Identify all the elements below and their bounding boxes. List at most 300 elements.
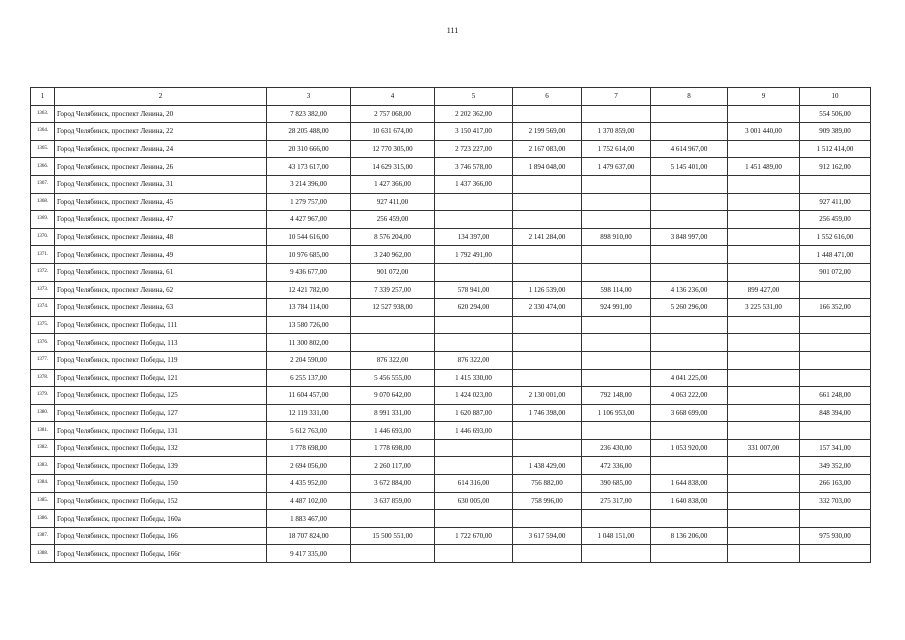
- amount-cell: [728, 193, 800, 211]
- amount-cell: 3 240 962,00: [351, 246, 435, 264]
- amount-cell: 2 694 056,00: [267, 457, 351, 475]
- amount-cell: 8 991 331,00: [351, 404, 435, 422]
- amount-cell: [582, 246, 651, 264]
- amount-cell: 157 341,00: [800, 439, 871, 457]
- amount-cell: 4 136 236,00: [651, 281, 728, 299]
- address-cell: Город Челябинск, проспект Победы, 113: [55, 334, 267, 352]
- amount-cell: [651, 510, 728, 528]
- column-header: 1: [31, 88, 55, 106]
- amount-cell: 1 644 838,00: [651, 475, 728, 493]
- amount-cell: [651, 351, 728, 369]
- amount-cell: 1 126 539,00: [513, 281, 582, 299]
- table-row: [31, 510, 871, 528]
- row-number-cell: 1375.: [31, 316, 55, 334]
- amount-cell: [728, 351, 800, 369]
- amount-cell: [513, 263, 582, 281]
- row-number-cell: 1373.: [31, 281, 55, 299]
- column-header: 2: [55, 88, 267, 106]
- address-cell: Город Челябинск, проспект Ленина, 45: [55, 193, 267, 211]
- amount-cell: 349 352,00: [800, 457, 871, 475]
- amount-cell: [800, 510, 871, 528]
- table-row: [31, 545, 871, 563]
- amount-cell: [351, 334, 435, 352]
- amount-cell: [435, 263, 513, 281]
- amount-cell: 3 225 531,00: [728, 299, 800, 317]
- table-row: [31, 475, 871, 493]
- address-cell: Город Челябинск, проспект Ленина, 62: [55, 281, 267, 299]
- amount-cell: 975 930,00: [800, 527, 871, 545]
- address-cell: Город Челябинск, проспект Победы, 127: [55, 404, 267, 422]
- amount-cell: 1 415 330,00: [435, 369, 513, 387]
- amount-cell: 18 707 824,00: [267, 527, 351, 545]
- table-row: [31, 281, 871, 299]
- address-cell: Город Челябинск, проспект Победы, 152: [55, 492, 267, 510]
- amount-cell: 2 167 083,00: [513, 140, 582, 158]
- amount-cell: 1 053 920,00: [651, 439, 728, 457]
- table-row: [31, 457, 871, 475]
- amount-cell: 898 910,00: [582, 228, 651, 246]
- amount-cell: [728, 492, 800, 510]
- amount-cell: 1 620 887,00: [435, 404, 513, 422]
- amount-cell: 3 214 396,00: [267, 175, 351, 193]
- row-number-cell: 1382.: [31, 439, 55, 457]
- amount-cell: 927 411,00: [351, 193, 435, 211]
- row-number-cell: 1376.: [31, 334, 55, 352]
- table-row: [31, 211, 871, 229]
- amount-cell: [582, 351, 651, 369]
- address-cell: Город Челябинск, проспект Победы, 131: [55, 422, 267, 440]
- amount-cell: 2 723 227,00: [435, 140, 513, 158]
- amount-cell: [513, 316, 582, 334]
- column-header: 6: [513, 88, 582, 106]
- amount-cell: [728, 263, 800, 281]
- table-row: [31, 439, 871, 457]
- amount-cell: 1 446 693,00: [435, 422, 513, 440]
- address-cell: Город Челябинск, проспект Победы, 111: [55, 316, 267, 334]
- table-body: [31, 105, 871, 562]
- amount-cell: 3 668 699,00: [651, 404, 728, 422]
- address-cell: Город Челябинск, проспект Ленина, 47: [55, 211, 267, 229]
- amount-cell: [651, 211, 728, 229]
- amount-cell: [582, 175, 651, 193]
- amount-cell: [728, 457, 800, 475]
- row-number-cell: 1366.: [31, 158, 55, 176]
- amount-cell: [582, 369, 651, 387]
- amount-cell: [728, 334, 800, 352]
- amount-cell: 1 370 859,00: [582, 123, 651, 141]
- amount-cell: 2 202 362,00: [435, 105, 513, 123]
- address-cell: Город Челябинск, проспект Победы, 166г: [55, 545, 267, 563]
- amount-cell: 912 162,00: [800, 158, 871, 176]
- amount-cell: 28 205 488,00: [267, 123, 351, 141]
- row-number-cell: 1371.: [31, 246, 55, 264]
- address-cell: Город Челябинск, проспект Ленина, 49: [55, 246, 267, 264]
- amount-cell: 9 070 642,00: [351, 387, 435, 405]
- amount-cell: 554 506,00: [800, 105, 871, 123]
- row-number-cell: 1388.: [31, 545, 55, 563]
- amount-cell: [800, 281, 871, 299]
- column-header: 9: [728, 88, 800, 106]
- amount-cell: 1 437 366,00: [435, 175, 513, 193]
- amount-cell: 256 459,00: [800, 211, 871, 229]
- table-row: [31, 175, 871, 193]
- amount-cell: 236 430,00: [582, 439, 651, 457]
- amount-cell: 3 001 440,00: [728, 123, 800, 141]
- amount-cell: [513, 351, 582, 369]
- address-cell: Город Челябинск, проспект Ленина, 26: [55, 158, 267, 176]
- amount-cell: [651, 105, 728, 123]
- amount-cell: [651, 193, 728, 211]
- table-row: [31, 123, 871, 141]
- amount-cell: [651, 545, 728, 563]
- amount-cell: [800, 175, 871, 193]
- amount-cell: 848 394,00: [800, 404, 871, 422]
- amount-cell: [435, 193, 513, 211]
- address-cell: Город Челябинск, проспект Ленина, 22: [55, 123, 267, 141]
- row-number-cell: 1379.: [31, 387, 55, 405]
- amount-cell: 614 316,00: [435, 475, 513, 493]
- amount-cell: [728, 316, 800, 334]
- address-cell: Город Челябинск, проспект Победы, 160а: [55, 510, 267, 528]
- amount-cell: 4 041 225,00: [651, 369, 728, 387]
- amount-cell: 1 048 151,00: [582, 527, 651, 545]
- amount-cell: 901 072,00: [351, 263, 435, 281]
- amount-cell: 1 448 471,00: [800, 246, 871, 264]
- amount-cell: [513, 422, 582, 440]
- table-row: [31, 105, 871, 123]
- amount-cell: [351, 545, 435, 563]
- amount-cell: [582, 211, 651, 229]
- amount-cell: 3 746 578,00: [435, 158, 513, 176]
- amount-cell: 2 260 117,00: [351, 457, 435, 475]
- amount-cell: 1 640 838,00: [651, 492, 728, 510]
- amount-cell: 4 063 222,00: [651, 387, 728, 405]
- row-number-cell: 1374.: [31, 299, 55, 317]
- amount-cell: [728, 246, 800, 264]
- amount-cell: 1 279 757,00: [267, 193, 351, 211]
- amount-cell: 578 941,00: [435, 281, 513, 299]
- amount-cell: 2 130 001,00: [513, 387, 582, 405]
- table-row: [31, 404, 871, 422]
- amount-cell: 275 317,00: [582, 492, 651, 510]
- amount-cell: 5 260 296,00: [651, 299, 728, 317]
- amount-cell: 12 527 938,00: [351, 299, 435, 317]
- amount-cell: [435, 545, 513, 563]
- amount-cell: 1 438 429,00: [513, 457, 582, 475]
- amount-cell: 1 424 023,00: [435, 387, 513, 405]
- amount-cell: [513, 369, 582, 387]
- row-number-cell: 1367.: [31, 175, 55, 193]
- amount-cell: 1 446 693,00: [351, 422, 435, 440]
- amount-cell: 1 778 698,00: [351, 439, 435, 457]
- amount-cell: 5 612 763,00: [267, 422, 351, 440]
- amount-cell: [651, 263, 728, 281]
- amount-cell: 9 417 335,00: [267, 545, 351, 563]
- address-cell: Город Челябинск, проспект Победы, 125: [55, 387, 267, 405]
- amount-cell: 13 580 726,00: [267, 316, 351, 334]
- amount-cell: 661 248,00: [800, 387, 871, 405]
- amount-cell: 8 576 204,00: [351, 228, 435, 246]
- amount-cell: 927 411,00: [800, 193, 871, 211]
- amount-cell: 758 996,00: [513, 492, 582, 510]
- amount-cell: 630 005,00: [435, 492, 513, 510]
- table-row: [31, 422, 871, 440]
- amount-cell: [513, 510, 582, 528]
- amount-cell: 7 823 382,00: [267, 105, 351, 123]
- amount-cell: [582, 422, 651, 440]
- amount-cell: 1 427 366,00: [351, 175, 435, 193]
- amount-cell: 331 007,00: [728, 439, 800, 457]
- table-row: [31, 527, 871, 545]
- amount-cell: [582, 263, 651, 281]
- amount-cell: 2 330 474,00: [513, 299, 582, 317]
- address-cell: Город Челябинск, проспект Победы, 139: [55, 457, 267, 475]
- amount-cell: 3 617 594,00: [513, 527, 582, 545]
- amount-cell: [582, 510, 651, 528]
- amount-cell: [728, 387, 800, 405]
- column-header: 8: [651, 88, 728, 106]
- amount-cell: [651, 334, 728, 352]
- amount-cell: [800, 422, 871, 440]
- amount-cell: 1 746 398,00: [513, 404, 582, 422]
- amount-cell: [582, 545, 651, 563]
- table-row: [31, 228, 871, 246]
- amount-cell: 12 119 331,00: [267, 404, 351, 422]
- amount-cell: 12 770 305,00: [351, 140, 435, 158]
- row-number-cell: 1378.: [31, 369, 55, 387]
- table-row: [31, 263, 871, 281]
- amount-cell: 1 752 614,00: [582, 140, 651, 158]
- amount-cell: [728, 369, 800, 387]
- amount-cell: 11 604 457,00: [267, 387, 351, 405]
- row-number-cell: 1384.: [31, 475, 55, 493]
- amount-cell: [513, 193, 582, 211]
- amount-cell: 8 136 206,00: [651, 527, 728, 545]
- amount-cell: [651, 123, 728, 141]
- address-cell: Город Челябинск, проспект Ленина, 61: [55, 263, 267, 281]
- amount-cell: 4 435 952,00: [267, 475, 351, 493]
- amount-cell: 1 479 637,00: [582, 158, 651, 176]
- row-number-cell: 1363.: [31, 105, 55, 123]
- amount-cell: 1 792 491,00: [435, 246, 513, 264]
- amount-cell: 332 703,00: [800, 492, 871, 510]
- amount-cell: 1 722 670,00: [435, 527, 513, 545]
- amount-cell: 1 883 467,00: [267, 510, 351, 528]
- amount-cell: 5 456 555,00: [351, 369, 435, 387]
- table-row: [31, 351, 871, 369]
- amount-cell: [513, 439, 582, 457]
- amount-cell: [513, 545, 582, 563]
- amount-cell: 3 637 859,00: [351, 492, 435, 510]
- address-cell: Город Челябинск, проспект Ленина, 24: [55, 140, 267, 158]
- amount-cell: 1 552 616,00: [800, 228, 871, 246]
- amount-cell: [435, 211, 513, 229]
- row-number-cell: 1369.: [31, 211, 55, 229]
- amount-cell: 2 199 569,00: [513, 123, 582, 141]
- row-number-cell: 1386.: [31, 510, 55, 528]
- address-cell: Город Челябинск, проспект Победы, 121: [55, 369, 267, 387]
- table-row: [31, 193, 871, 211]
- amount-cell: 3 672 884,00: [351, 475, 435, 493]
- amount-cell: 901 072,00: [800, 263, 871, 281]
- amount-cell: 10 544 616,00: [267, 228, 351, 246]
- row-number-cell: 1387.: [31, 527, 55, 545]
- amount-cell: 20 310 666,00: [267, 140, 351, 158]
- amount-cell: [728, 404, 800, 422]
- amount-cell: [651, 316, 728, 334]
- amount-cell: [728, 105, 800, 123]
- amount-cell: 134 397,00: [435, 228, 513, 246]
- amount-cell: [800, 545, 871, 563]
- row-number-cell: 1372.: [31, 263, 55, 281]
- row-number-cell: 1380.: [31, 404, 55, 422]
- amount-cell: 166 352,00: [800, 299, 871, 317]
- amount-cell: 11 300 802,00: [267, 334, 351, 352]
- amount-cell: 2 141 284,00: [513, 228, 582, 246]
- amount-cell: [351, 510, 435, 528]
- amount-cell: 598 114,00: [582, 281, 651, 299]
- amount-cell: 4 614 967,00: [651, 140, 728, 158]
- address-cell: Город Челябинск, проспект Ленина, 48: [55, 228, 267, 246]
- amount-cell: 1 894 048,00: [513, 158, 582, 176]
- amount-cell: [351, 316, 435, 334]
- amount-cell: [582, 316, 651, 334]
- row-number-cell: 1365.: [31, 140, 55, 158]
- amount-cell: [800, 316, 871, 334]
- amount-cell: 9 436 677,00: [267, 263, 351, 281]
- amount-cell: [800, 334, 871, 352]
- amount-cell: 4 487 102,00: [267, 492, 351, 510]
- amount-cell: [800, 351, 871, 369]
- amount-cell: 620 294,00: [435, 299, 513, 317]
- amount-cell: [728, 545, 800, 563]
- table-row: [31, 369, 871, 387]
- amount-cell: [513, 105, 582, 123]
- amount-cell: 12 421 782,00: [267, 281, 351, 299]
- address-cell: Город Челябинск, проспект Победы, 150: [55, 475, 267, 493]
- amount-cell: [513, 334, 582, 352]
- amount-cell: 924 991,00: [582, 299, 651, 317]
- row-number-cell: 1385.: [31, 492, 55, 510]
- amount-cell: 876 322,00: [351, 351, 435, 369]
- amount-cell: 876 322,00: [435, 351, 513, 369]
- table-row: [31, 140, 871, 158]
- table-row: [31, 316, 871, 334]
- amount-cell: [651, 457, 728, 475]
- table-row: [31, 492, 871, 510]
- row-number-cell: 1377.: [31, 351, 55, 369]
- amount-cell: 10 631 674,00: [351, 123, 435, 141]
- column-header: 3: [267, 88, 351, 106]
- table-row: [31, 246, 871, 264]
- row-number-cell: 1381.: [31, 422, 55, 440]
- row-number-cell: 1368.: [31, 193, 55, 211]
- amount-cell: 15 500 551,00: [351, 527, 435, 545]
- address-cell: Город Челябинск, проспект Ленина, 31: [55, 175, 267, 193]
- address-cell: Город Челябинск, проспект Победы, 132: [55, 439, 267, 457]
- amount-cell: 4 427 967,00: [267, 211, 351, 229]
- amount-cell: 5 145 401,00: [651, 158, 728, 176]
- amount-cell: [728, 211, 800, 229]
- amount-cell: 756 882,00: [513, 475, 582, 493]
- amount-cell: 3 848 997,00: [651, 228, 728, 246]
- amount-cell: [582, 193, 651, 211]
- page-number: 111: [446, 26, 459, 35]
- amount-cell: 909 389,00: [800, 123, 871, 141]
- amount-cell: 1 778 698,00: [267, 439, 351, 457]
- table-row: [31, 334, 871, 352]
- amount-cell: [728, 527, 800, 545]
- amount-cell: [651, 422, 728, 440]
- table-row: [31, 387, 871, 405]
- row-number-cell: 1370.: [31, 228, 55, 246]
- amount-cell: 1 106 953,00: [582, 404, 651, 422]
- amount-cell: [582, 334, 651, 352]
- amount-cell: 3 150 417,00: [435, 123, 513, 141]
- amount-cell: [651, 246, 728, 264]
- column-header: 5: [435, 88, 513, 106]
- amount-cell: 1 451 489,00: [728, 158, 800, 176]
- address-cell: Город Челябинск, проспект Ленина, 20: [55, 105, 267, 123]
- amount-cell: [728, 422, 800, 440]
- amount-cell: 792 148,00: [582, 387, 651, 405]
- amount-cell: [728, 228, 800, 246]
- amount-cell: 6 255 137,00: [267, 369, 351, 387]
- amount-cell: 266 163,00: [800, 475, 871, 493]
- amount-cell: 14 629 315,00: [351, 158, 435, 176]
- address-cell: Город Челябинск, проспект Ленина, 63: [55, 299, 267, 317]
- table-row: [31, 158, 871, 176]
- amount-cell: [728, 140, 800, 158]
- amount-cell: 13 784 114,00: [267, 299, 351, 317]
- table-row: [31, 299, 871, 317]
- amount-cell: 390 685,00: [582, 475, 651, 493]
- amount-cell: [435, 510, 513, 528]
- data-table: [30, 87, 871, 563]
- amount-cell: 256 459,00: [351, 211, 435, 229]
- row-number-cell: 1364.: [31, 123, 55, 141]
- amount-cell: [435, 439, 513, 457]
- amount-cell: 2 757 068,00: [351, 105, 435, 123]
- amount-cell: 472 336,00: [582, 457, 651, 475]
- address-cell: Город Челябинск, проспект Победы, 119: [55, 351, 267, 369]
- table-header-row: [31, 88, 871, 106]
- amount-cell: [728, 175, 800, 193]
- row-number-cell: 1383.: [31, 457, 55, 475]
- amount-cell: [728, 510, 800, 528]
- amount-cell: [513, 175, 582, 193]
- amount-cell: [728, 475, 800, 493]
- amount-cell: [582, 105, 651, 123]
- amount-cell: 1 512 414,00: [800, 140, 871, 158]
- amount-cell: [513, 211, 582, 229]
- amount-cell: [435, 316, 513, 334]
- amount-cell: 2 204 590,00: [267, 351, 351, 369]
- amount-cell: 7 339 257,00: [351, 281, 435, 299]
- amount-cell: 899 427,00: [728, 281, 800, 299]
- amount-cell: [651, 175, 728, 193]
- amount-cell: 10 976 685,00: [267, 246, 351, 264]
- amount-cell: [513, 246, 582, 264]
- column-header: 7: [582, 88, 651, 106]
- column-header: 10: [800, 88, 871, 106]
- column-header: 4: [351, 88, 435, 106]
- amount-cell: [435, 334, 513, 352]
- amount-cell: [435, 457, 513, 475]
- amount-cell: [800, 369, 871, 387]
- amount-cell: 43 173 617,00: [267, 158, 351, 176]
- address-cell: Город Челябинск, проспект Победы, 166: [55, 527, 267, 545]
